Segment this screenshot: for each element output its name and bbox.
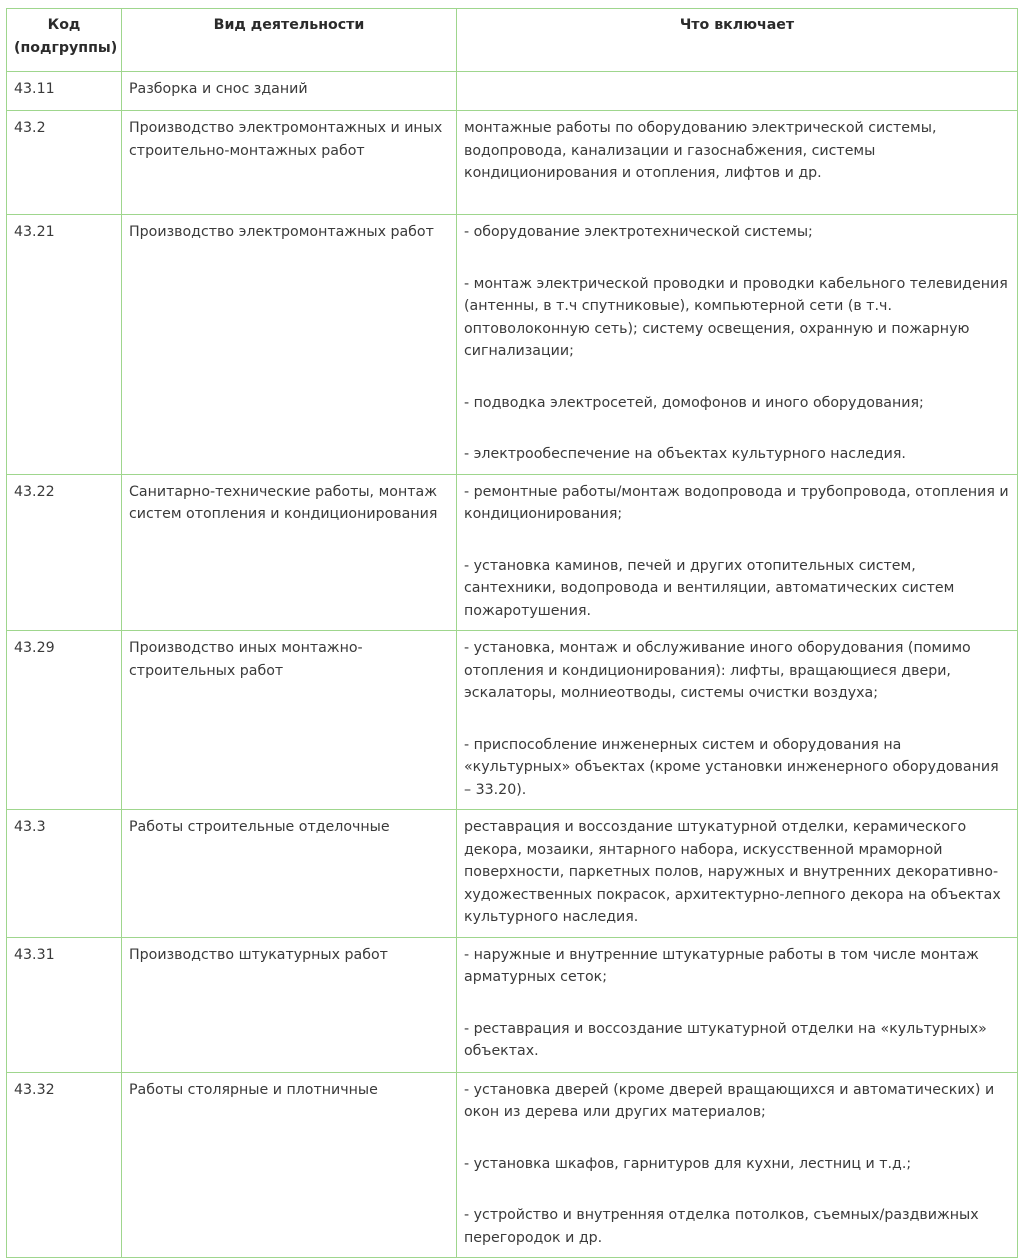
cell-code: 43.2: [7, 111, 122, 215]
table-row: [7, 215, 1018, 475]
header-activity: Вид деятельности: [122, 9, 457, 72]
cell-activity: Производство электромонтажных работ: [122, 215, 457, 475]
includes-item: - установка, монтаж и обслуживание иного оборудования (помимо отопления и кондиционирования): лифты, вращающиеся двери, эскалаторы, молниеотводы, системы очистки воздуха;: [464, 640, 971, 701]
table-row: [7, 810, 1018, 938]
table-body: [7, 72, 1018, 1258]
includes-item: - реставрация и воссоздание штукатурной отделки на «культурных» объектах.: [464, 1020, 987, 1059]
cell-code: 43.22: [7, 474, 122, 631]
cell-activity: Работы строительные отделочные: [122, 810, 457, 938]
cell-code: 43.31: [7, 937, 122, 1072]
cell-includes: [457, 72, 1018, 111]
cell-includes: [457, 111, 1018, 215]
table-row: [7, 631, 1018, 810]
cell-activity: Работы столярные и плотничные: [122, 1072, 457, 1258]
includes-item: монтажные работы по оборудованию электрической системы, водопровода, канализации и газоснабжения, системы кондиционирования и отопления, лифтов и др.: [464, 120, 937, 181]
table-row: [7, 72, 1018, 111]
cell-includes: [457, 810, 1018, 938]
cell-activity: Производство штукатурных работ: [122, 937, 457, 1072]
header-code: Код (подгруппы): [7, 9, 122, 72]
includes-item: - монтаж электрической проводки и проводки кабельного телевидения (антенны, в т.ч спутниковые), компьютерной сети (в т.ч. оптоволоконную сеть); систему освещения, охранную и пожарную сигнализации;: [464, 275, 1008, 359]
cell-includes: [457, 1072, 1018, 1258]
includes-item: - устройство и внутренняя отделка потолков, съемных/раздвижных перегородок и др.: [464, 1207, 979, 1246]
includes-item: - электрообеспечение на объектах культурного наследия.: [464, 446, 906, 462]
table-row: [7, 111, 1018, 215]
includes-item: - наружные и внутренние штукатурные работы в том числе монтаж арматурных сеток;: [464, 946, 979, 985]
cell-activity: Производство электромонтажных и иных строительно-монтажных работ: [122, 111, 457, 215]
cell-includes: [457, 474, 1018, 631]
table-row: [7, 1072, 1018, 1258]
includes-item: - приспособление инженерных систем и оборудования на «культурных» объектах (кроме установки инженерного оборудования – 33.20).: [464, 736, 999, 798]
header-row: [7, 9, 1018, 72]
cell-code: 43.21: [7, 215, 122, 475]
cell-activity: Разборка и снос зданий: [122, 72, 457, 111]
okved-table: [6, 8, 1018, 1258]
includes-item: - оборудование электротехнической системы;: [464, 224, 813, 240]
table-row: [7, 474, 1018, 631]
cell-includes: [457, 215, 1018, 475]
cell-code: 43.32: [7, 1072, 122, 1258]
okved-table-container: [6, 8, 1017, 1258]
cell-includes: [457, 631, 1018, 810]
table-header: [7, 9, 1018, 72]
cell-includes: [457, 937, 1018, 1072]
cell-code: 43.29: [7, 631, 122, 810]
includes-item: - подводка электросетей, домофонов и иного оборудования;: [464, 394, 924, 411]
includes-item: - установка каминов, печей и других отопительных систем, сантехники, водопровода и вентиляции, автоматических систем пожаротушения.: [464, 557, 955, 619]
includes-item: - установка дверей (кроме дверей вращающихся и автоматических) и окон из дерева или других материалов;: [464, 1081, 995, 1120]
cell-activity: Производство иных монтажно-строительных работ: [122, 631, 457, 810]
cell-code: 43.3: [7, 810, 122, 938]
table-row: [7, 937, 1018, 1072]
includes-item: реставрация и воссоздание штукатурной отделки, керамического декора, мозаики, янтарного набора, искусственной мраморной поверхности, паркетных полов, наружных и внутренних декоративно-художественных покрасок, архитектурно-лепного декора на объектах культурного наследия.: [464, 819, 1001, 925]
includes-item: - установка шкафов, гарнитуров для кухни, лестниц и т.д.;: [464, 1155, 912, 1172]
cell-activity: Санитарно-технические работы, монтаж систем отопления и кондиционирования: [122, 474, 457, 631]
header-includes: Что включает: [457, 9, 1018, 72]
includes-item: - ремонтные работы/монтаж водопровода и трубопровода, отопления и кондиционирования;: [464, 483, 1009, 522]
cell-code: 43.11: [7, 72, 122, 111]
